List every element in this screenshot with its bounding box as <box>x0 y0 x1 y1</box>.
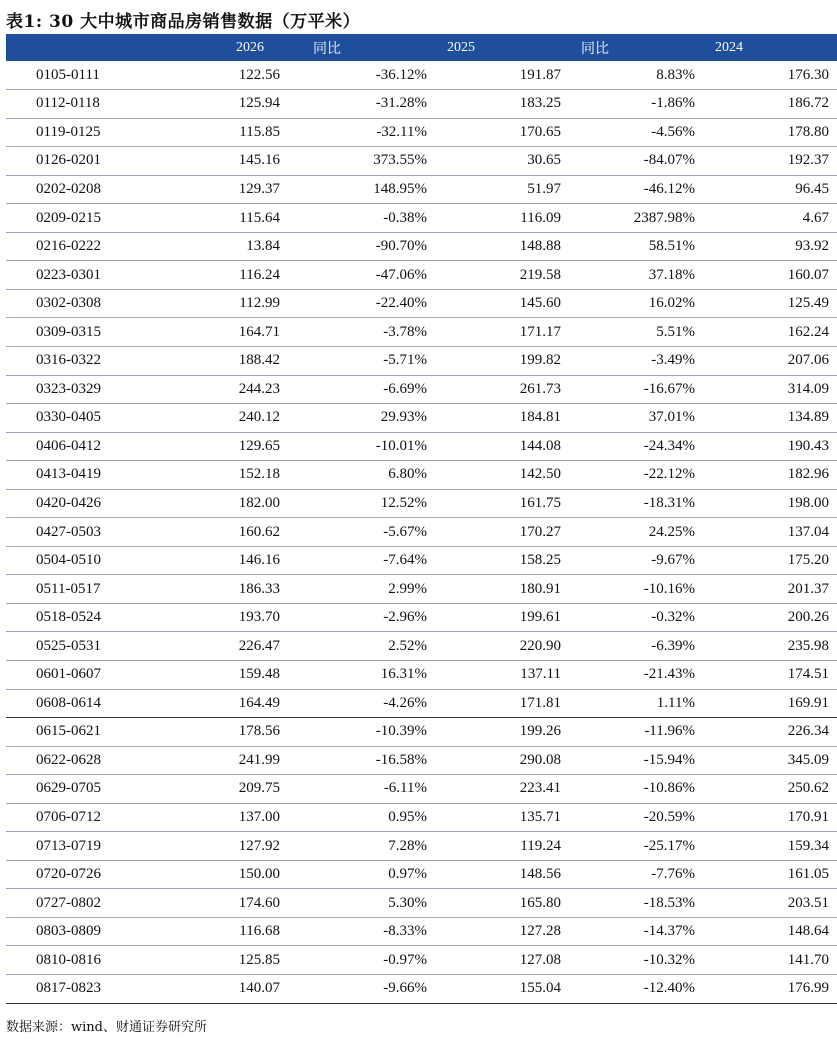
cell-period: 0112-0118 <box>6 90 150 119</box>
cell-yoy-2026: 373.55% <box>309 147 437 176</box>
cell-yoy-2025: -15.94% <box>569 746 705 775</box>
cell-value-2025: 219.58 <box>437 261 569 290</box>
cell-value-2025: 127.28 <box>437 917 569 946</box>
cell-yoy-2026: -6.11% <box>309 775 437 804</box>
cell-period: 0302-0308 <box>6 289 150 318</box>
table-row <box>6 718 837 747</box>
cell-yoy-2026: -5.67% <box>309 518 437 547</box>
table-row <box>6 632 837 661</box>
cell-yoy-2026: -90.70% <box>309 232 437 261</box>
cell-period: 0323-0329 <box>6 375 150 404</box>
cell-period: 0202-0208 <box>6 175 150 204</box>
cell-value-2024: 345.09 <box>705 746 837 775</box>
cell-yoy-2026: 2.99% <box>309 575 437 604</box>
cell-yoy-2025: -25.17% <box>569 832 705 861</box>
cell-yoy-2025: -7.76% <box>569 860 705 889</box>
cell-value-2026: 129.65 <box>150 432 309 461</box>
cell-period: 0427-0503 <box>6 518 150 547</box>
table-row <box>6 118 837 147</box>
cell-yoy-2025: -4.56% <box>569 118 705 147</box>
cell-period: 0817-0823 <box>6 975 150 1004</box>
cell-yoy-2025: -84.07% <box>569 147 705 176</box>
cell-period: 0720-0726 <box>6 860 150 889</box>
cell-period: 0330-0405 <box>6 404 150 433</box>
cell-yoy-2026: 5.30% <box>309 889 437 918</box>
header-cell-yoy-2026: 同比 <box>313 41 341 57</box>
cell-value-2026: 129.37 <box>150 175 309 204</box>
cell-value-2024: 250.62 <box>705 775 837 804</box>
cell-yoy-2025: 8.83% <box>569 61 705 90</box>
cell-value-2024: 169.91 <box>705 689 837 718</box>
cell-yoy-2026: -7.64% <box>309 546 437 575</box>
cell-yoy-2025: -10.86% <box>569 775 705 804</box>
cell-yoy-2026: -2.96% <box>309 603 437 632</box>
table-row <box>6 889 837 918</box>
table-row <box>6 575 837 604</box>
cell-value-2025: 158.25 <box>437 546 569 575</box>
cell-value-2026: 164.71 <box>150 318 309 347</box>
cell-value-2025: 170.65 <box>437 118 569 147</box>
cell-value-2026: 146.16 <box>150 546 309 575</box>
cell-yoy-2025: -0.32% <box>569 603 705 632</box>
cell-value-2026: 193.70 <box>150 603 309 632</box>
cell-period: 0420-0426 <box>6 489 150 518</box>
table-row <box>6 689 837 718</box>
cell-value-2024: 198.00 <box>705 489 837 518</box>
cell-value-2026: 145.16 <box>150 147 309 176</box>
cell-yoy-2026: 7.28% <box>309 832 437 861</box>
cell-period: 0615-0621 <box>6 718 150 747</box>
cell-period: 0629-0705 <box>6 775 150 804</box>
cell-value-2026: 178.56 <box>150 718 309 747</box>
cell-yoy-2025: 37.01% <box>569 404 705 433</box>
cell-value-2026: 188.42 <box>150 346 309 375</box>
cell-value-2025: 171.81 <box>437 689 569 718</box>
cell-yoy-2026: 12.52% <box>309 489 437 518</box>
cell-yoy-2025: -10.32% <box>569 946 705 975</box>
cell-value-2024: 4.67 <box>705 204 837 233</box>
cell-period: 0810-0816 <box>6 946 150 975</box>
cell-yoy-2026: 6.80% <box>309 461 437 490</box>
cell-value-2025: 142.50 <box>437 461 569 490</box>
cell-value-2024: 141.70 <box>705 946 837 975</box>
cell-value-2025: 127.08 <box>437 946 569 975</box>
table-row <box>6 204 837 233</box>
cell-yoy-2025: -21.43% <box>569 660 705 689</box>
cell-value-2024: 170.91 <box>705 803 837 832</box>
cell-yoy-2025: -1.86% <box>569 90 705 119</box>
cell-yoy-2026: -10.01% <box>309 432 437 461</box>
table-row <box>6 318 837 347</box>
cell-yoy-2026: 29.93% <box>309 404 437 433</box>
cell-yoy-2025: -9.67% <box>569 546 705 575</box>
cell-yoy-2025: -10.16% <box>569 575 705 604</box>
table-row <box>6 461 837 490</box>
cell-period: 0216-0222 <box>6 232 150 261</box>
cell-yoy-2025: 37.18% <box>569 261 705 290</box>
cell-value-2025: 161.75 <box>437 489 569 518</box>
cell-value-2026: 140.07 <box>150 975 309 1004</box>
cell-value-2025: 119.24 <box>437 832 569 861</box>
table-row <box>6 404 837 433</box>
cell-yoy-2026: -8.33% <box>309 917 437 946</box>
cell-yoy-2026: -31.28% <box>309 90 437 119</box>
cell-yoy-2025: -24.34% <box>569 432 705 461</box>
cell-yoy-2025: -22.12% <box>569 461 705 490</box>
cell-value-2026: 112.99 <box>150 289 309 318</box>
table-row <box>6 261 837 290</box>
cell-value-2024: 314.09 <box>705 375 837 404</box>
cell-value-2025: 183.25 <box>437 90 569 119</box>
cell-value-2026: 240.12 <box>150 404 309 433</box>
cell-value-2025: 180.91 <box>437 575 569 604</box>
cell-yoy-2025: -46.12% <box>569 175 705 204</box>
table-row <box>6 917 837 946</box>
cell-yoy-2026: -4.26% <box>309 689 437 718</box>
cell-value-2024: 192.37 <box>705 147 837 176</box>
cell-yoy-2026: -47.06% <box>309 261 437 290</box>
cell-value-2024: 175.20 <box>705 546 837 575</box>
table-row <box>6 289 837 318</box>
table-header-row <box>6 34 837 61</box>
table-row <box>6 489 837 518</box>
cell-yoy-2026: -32.11% <box>309 118 437 147</box>
cell-value-2025: 30.65 <box>437 147 569 176</box>
cell-yoy-2025: -18.53% <box>569 889 705 918</box>
cell-value-2025: 199.82 <box>437 346 569 375</box>
cell-value-2026: 182.00 <box>150 489 309 518</box>
cell-value-2025: 290.08 <box>437 746 569 775</box>
table-row <box>6 90 837 119</box>
cell-value-2024: 162.24 <box>705 318 837 347</box>
table-row <box>6 232 837 261</box>
table-row <box>6 346 837 375</box>
cell-yoy-2026: -3.78% <box>309 318 437 347</box>
cell-period: 0504-0510 <box>6 546 150 575</box>
data-source-note: 数据来源：wind、财通证券研究所 <box>6 1020 207 1035</box>
table-row <box>6 975 837 1004</box>
cell-yoy-2026: 16.31% <box>309 660 437 689</box>
cell-value-2026: 186.33 <box>150 575 309 604</box>
table-row <box>6 432 837 461</box>
cell-value-2026: 160.62 <box>150 518 309 547</box>
cell-value-2025: 148.56 <box>437 860 569 889</box>
cell-yoy-2026: -36.12% <box>309 61 437 90</box>
table-row <box>6 660 837 689</box>
cell-yoy-2026: -6.69% <box>309 375 437 404</box>
cell-value-2025: 165.80 <box>437 889 569 918</box>
cell-value-2024: 160.07 <box>705 261 837 290</box>
cell-value-2025: 223.41 <box>437 775 569 804</box>
cell-period: 0713-0719 <box>6 832 150 861</box>
cell-yoy-2026: -0.38% <box>309 204 437 233</box>
cell-yoy-2026: -0.97% <box>309 946 437 975</box>
cell-yoy-2025: 24.25% <box>569 518 705 547</box>
cell-value-2025: 135.71 <box>437 803 569 832</box>
cell-value-2025: 51.97 <box>437 175 569 204</box>
table-row <box>6 746 837 775</box>
cell-value-2024: 186.72 <box>705 90 837 119</box>
table-row <box>6 518 837 547</box>
table-row <box>6 860 837 889</box>
table-row <box>6 147 837 176</box>
cell-yoy-2026: -9.66% <box>309 975 437 1004</box>
header-cell-period <box>6 34 150 61</box>
cell-yoy-2026: -5.71% <box>309 346 437 375</box>
cell-period: 0622-0628 <box>6 746 150 775</box>
cell-value-2024: 201.37 <box>705 575 837 604</box>
cell-value-2026: 150.00 <box>150 860 309 889</box>
cell-value-2024: 93.92 <box>705 232 837 261</box>
cell-yoy-2025: 2387.98% <box>569 204 705 233</box>
cell-period: 0126-0201 <box>6 147 150 176</box>
cell-yoy-2025: -18.31% <box>569 489 705 518</box>
cell-value-2024: 96.45 <box>705 175 837 204</box>
cell-yoy-2026: 2.52% <box>309 632 437 661</box>
cell-period: 0223-0301 <box>6 261 150 290</box>
cell-period: 0119-0125 <box>6 118 150 147</box>
table-row <box>6 832 837 861</box>
cell-value-2026: 244.23 <box>150 375 309 404</box>
cell-value-2025: 144.08 <box>437 432 569 461</box>
cell-value-2026: 209.75 <box>150 775 309 804</box>
table-row <box>6 546 837 575</box>
cell-value-2026: 116.24 <box>150 261 309 290</box>
cell-yoy-2025: 16.02% <box>569 289 705 318</box>
cell-period: 0525-0531 <box>6 632 150 661</box>
cell-value-2026: 115.64 <box>150 204 309 233</box>
cell-value-2024: 178.80 <box>705 118 837 147</box>
cell-value-2025: 155.04 <box>437 975 569 1004</box>
cell-value-2024: 182.96 <box>705 461 837 490</box>
cell-value-2025: 184.81 <box>437 404 569 433</box>
cell-value-2025: 148.88 <box>437 232 569 261</box>
cell-period: 0105-0111 <box>6 61 150 90</box>
cell-yoy-2025: -11.96% <box>569 718 705 747</box>
cell-value-2025: 170.27 <box>437 518 569 547</box>
cell-yoy-2026: -16.58% <box>309 746 437 775</box>
cell-value-2024: 207.06 <box>705 346 837 375</box>
cell-value-2024: 159.34 <box>705 832 837 861</box>
cell-value-2024: 148.64 <box>705 917 837 946</box>
cell-value-2025: 171.17 <box>437 318 569 347</box>
cell-value-2026: 13.84 <box>150 232 309 261</box>
cell-period: 0316-0322 <box>6 346 150 375</box>
table-row <box>6 603 837 632</box>
cell-value-2025: 220.90 <box>437 632 569 661</box>
cell-value-2024: 125.49 <box>705 289 837 318</box>
cell-value-2025: 137.11 <box>437 660 569 689</box>
cell-value-2026: 125.94 <box>150 90 309 119</box>
cell-yoy-2025: -14.37% <box>569 917 705 946</box>
cell-value-2024: 226.34 <box>705 718 837 747</box>
cell-yoy-2026: 0.97% <box>309 860 437 889</box>
cell-period: 0406-0412 <box>6 432 150 461</box>
sales-data-table <box>6 34 837 1004</box>
cell-value-2026: 241.99 <box>150 746 309 775</box>
cell-yoy-2025: 58.51% <box>569 232 705 261</box>
cell-value-2024: 174.51 <box>705 660 837 689</box>
table-title: 表1: 30 大中城市商品房销售数据（万平米） <box>6 12 361 32</box>
cell-value-2026: 174.60 <box>150 889 309 918</box>
cell-value-2026: 226.47 <box>150 632 309 661</box>
cell-value-2026: 125.85 <box>150 946 309 975</box>
table-row <box>6 61 837 90</box>
cell-yoy-2025: 5.51% <box>569 318 705 347</box>
cell-value-2025: 116.09 <box>437 204 569 233</box>
cell-yoy-2025: -20.59% <box>569 803 705 832</box>
cell-value-2024: 137.04 <box>705 518 837 547</box>
cell-value-2024: 176.30 <box>705 61 837 90</box>
cell-value-2024: 134.89 <box>705 404 837 433</box>
cell-value-2026: 137.00 <box>150 803 309 832</box>
cell-yoy-2026: -22.40% <box>309 289 437 318</box>
cell-yoy-2026: -10.39% <box>309 718 437 747</box>
cell-period: 0309-0315 <box>6 318 150 347</box>
table-row <box>6 946 837 975</box>
table-row <box>6 803 837 832</box>
cell-value-2026: 122.56 <box>150 61 309 90</box>
cell-value-2025: 199.61 <box>437 603 569 632</box>
cell-value-2024: 203.51 <box>705 889 837 918</box>
cell-value-2025: 261.73 <box>437 375 569 404</box>
cell-value-2026: 115.85 <box>150 118 309 147</box>
cell-value-2025: 199.26 <box>437 718 569 747</box>
cell-yoy-2025: 1.11% <box>569 689 705 718</box>
cell-yoy-2026: 148.95% <box>309 175 437 204</box>
cell-period: 0706-0712 <box>6 803 150 832</box>
cell-period: 0608-0614 <box>6 689 150 718</box>
cell-yoy-2025: -6.39% <box>569 632 705 661</box>
cell-value-2024: 235.98 <box>705 632 837 661</box>
cell-value-2026: 152.18 <box>150 461 309 490</box>
cell-period: 0209-0215 <box>6 204 150 233</box>
table-row <box>6 775 837 804</box>
cell-value-2025: 145.60 <box>437 289 569 318</box>
cell-yoy-2025: -16.67% <box>569 375 705 404</box>
cell-yoy-2025: -12.40% <box>569 975 705 1004</box>
cell-period: 0413-0419 <box>6 461 150 490</box>
header-cell-2024: 2024 <box>715 39 743 55</box>
cell-value-2024: 190.43 <box>705 432 837 461</box>
header-cell-2026: 2026 <box>236 39 264 55</box>
table-body <box>6 61 837 1003</box>
cell-value-2026: 116.68 <box>150 917 309 946</box>
cell-yoy-2025: -3.49% <box>569 346 705 375</box>
header-cell-yoy-2025: 同比 <box>581 41 609 57</box>
cell-period: 0511-0517 <box>6 575 150 604</box>
table-row <box>6 175 837 204</box>
cell-yoy-2026: 0.95% <box>309 803 437 832</box>
cell-value-2024: 176.99 <box>705 975 837 1004</box>
cell-value-2024: 161.05 <box>705 860 837 889</box>
cell-period: 0518-0524 <box>6 603 150 632</box>
cell-value-2024: 200.26 <box>705 603 837 632</box>
cell-period: 0601-0607 <box>6 660 150 689</box>
cell-value-2026: 127.92 <box>150 832 309 861</box>
cell-value-2026: 164.49 <box>150 689 309 718</box>
cell-value-2026: 159.48 <box>150 660 309 689</box>
cell-period: 0803-0809 <box>6 917 150 946</box>
header-cell-2025: 2025 <box>447 39 475 55</box>
cell-value-2025: 191.87 <box>437 61 569 90</box>
cell-period: 0727-0802 <box>6 889 150 918</box>
table-row <box>6 375 837 404</box>
